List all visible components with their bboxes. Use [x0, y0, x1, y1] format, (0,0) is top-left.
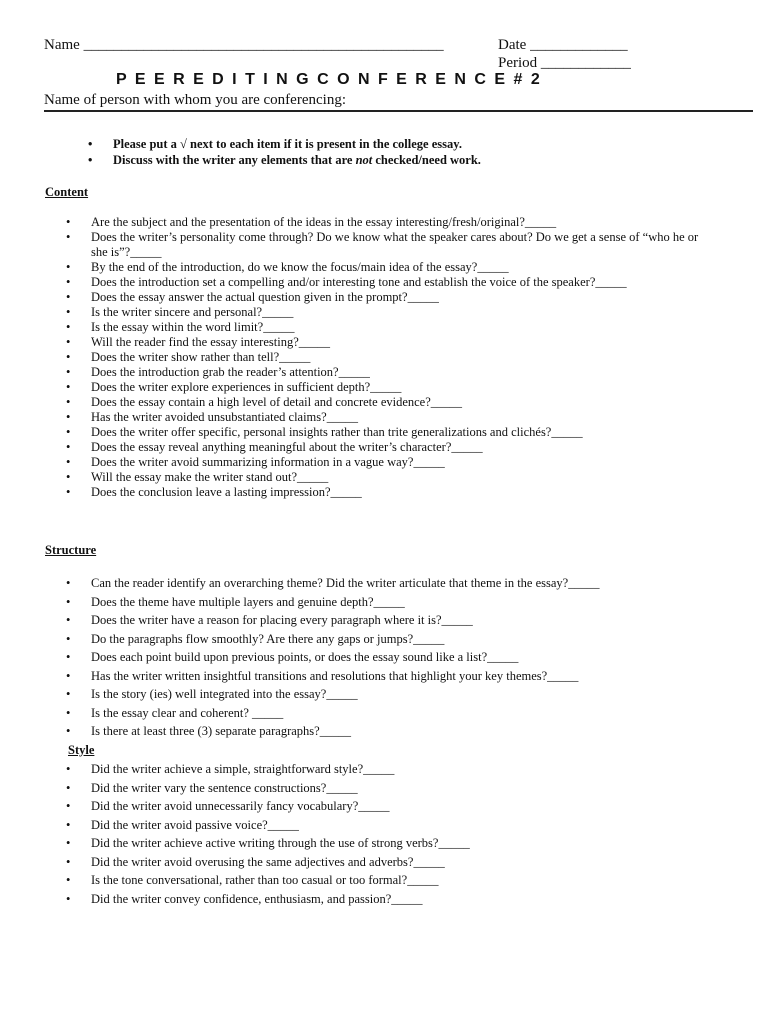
checklist-item: • Does the conclusion leave a lasting impression?_____: [66, 485, 716, 500]
checklist-item: • Did the writer convey confidence, enthusiasm, and passion?_____: [66, 892, 716, 907]
checklist-item: • Did the writer achieve a simple, straightforward style?_____: [66, 762, 716, 777]
checklist-item: • Is the story (ies) well integrated into the essay?_____: [66, 687, 716, 702]
checklist-item: • Will the essay make the writer stand out?_____: [66, 470, 716, 485]
checklist-item: • Did the writer achieve active writing through the use of strong verbs?_____: [66, 836, 716, 851]
checklist-item: • Does the writer show rather than tell?_____: [66, 350, 716, 365]
checklist-item: • Is the tone conversational, rather than too casual or too formal?_____: [66, 873, 716, 888]
structure-checklist: [66, 576, 716, 743]
checklist-item: • Does the essay answer the actual question given in the prompt?_____: [66, 290, 716, 305]
checklist-item: • Is there at least three (3) separate paragraphs?_____: [66, 724, 716, 739]
checklist-item: • Did the writer avoid unnecessarily fancy vocabulary?_____: [66, 799, 716, 814]
checklist-item: • Has the writer written insightful transitions and resolutions that highlight your key themes?_____: [66, 669, 716, 684]
instruction-text: Discuss with the writer any elements that are not checked/need work.: [113, 153, 481, 167]
checklist-item: • Does the writer have a reason for placing every paragraph where it is?_____: [66, 613, 716, 628]
content-checklist: [66, 215, 716, 500]
header-divider: [44, 110, 753, 112]
checklist-item: • Do the paragraphs flow smoothly? Are there any gaps or jumps?_____: [66, 632, 716, 647]
section-heading-structure: Structure: [45, 543, 97, 557]
style-checklist: [66, 762, 716, 910]
checklist-item: • Does each point build upon previous points, or does the essay sound like a list?_____: [66, 650, 716, 665]
checklist-item: • Is the essay clear and coherent? _____: [66, 706, 716, 721]
name-field-line: Name ________________________________________________: [44, 37, 444, 53]
checklist-item: • Does the writer avoid summarizing information in a vague way?_____: [66, 455, 716, 470]
checklist-item: • Are the subject and the presentation of the ideas in the essay interesting/fresh/original?_____: [66, 215, 716, 230]
instruction-item: • Please put a √ next to each item if it is present in the college essay.: [88, 136, 481, 152]
checklist-item: • Is the writer sincere and personal?_____: [66, 305, 716, 320]
checklist-item: • Will the reader find the essay interesting?_____: [66, 335, 716, 350]
checklist-item: • Did the writer vary the sentence constructions?_____: [66, 781, 716, 796]
checklist-item: • Does the essay reveal anything meaningful about the writer’s character?_____: [66, 440, 716, 455]
checklist-item: • Does the writer offer specific, personal insights rather than trite generalizations and clichés?_____: [66, 425, 716, 440]
checklist-item: • Has the writer avoided unsubstantiated claims?_____: [66, 410, 716, 425]
checklist-item: • Does the theme have multiple layers and genuine depth?_____: [66, 595, 716, 610]
section-heading-content: Content: [45, 185, 89, 199]
section-heading-style: Style: [68, 743, 95, 757]
checklist-item: • Did the writer avoid overusing the same adjectives and adverbs?_____: [66, 855, 716, 870]
page-title: P E E R E D I T I N G C O N F E R E N C E # 2: [116, 71, 542, 88]
checklist-item: • Is the essay within the word limit?_____: [66, 320, 716, 335]
date-field-line: Date _____________: [498, 37, 628, 53]
conferencing-partner-line: Name of person with whom you are conferencing:: [44, 92, 346, 108]
checklist-item: • Did the writer avoid passive voice?_____: [66, 818, 716, 833]
checklist-item: • Does the writer explore experiences in sufficient depth?_____: [66, 380, 716, 395]
checklist-item: • Does the introduction grab the reader’s attention?_____: [66, 365, 716, 380]
instructions-list: [88, 136, 481, 168]
instruction-item: [88, 152, 481, 168]
checklist-item: • Can the reader identify an overarching theme? Did the writer articulate that theme in the essay?_____: [66, 576, 716, 591]
checklist-item: • Does the introduction set a compelling and/or interesting tone and establish the voice of the speaker?_____: [66, 275, 716, 290]
checklist-item: • Does the essay contain a high level of detail and concrete evidence?_____: [66, 395, 716, 410]
period-field-line: Period ____________: [498, 55, 631, 71]
checklist-item: • Does the writer’s personality come through? Do we know what the speaker cares about? Do we get a sense of “who he or she is”?_____: [66, 230, 716, 260]
checklist-item: • By the end of the introduction, do we know the focus/main idea of the essay?_____: [66, 260, 716, 275]
